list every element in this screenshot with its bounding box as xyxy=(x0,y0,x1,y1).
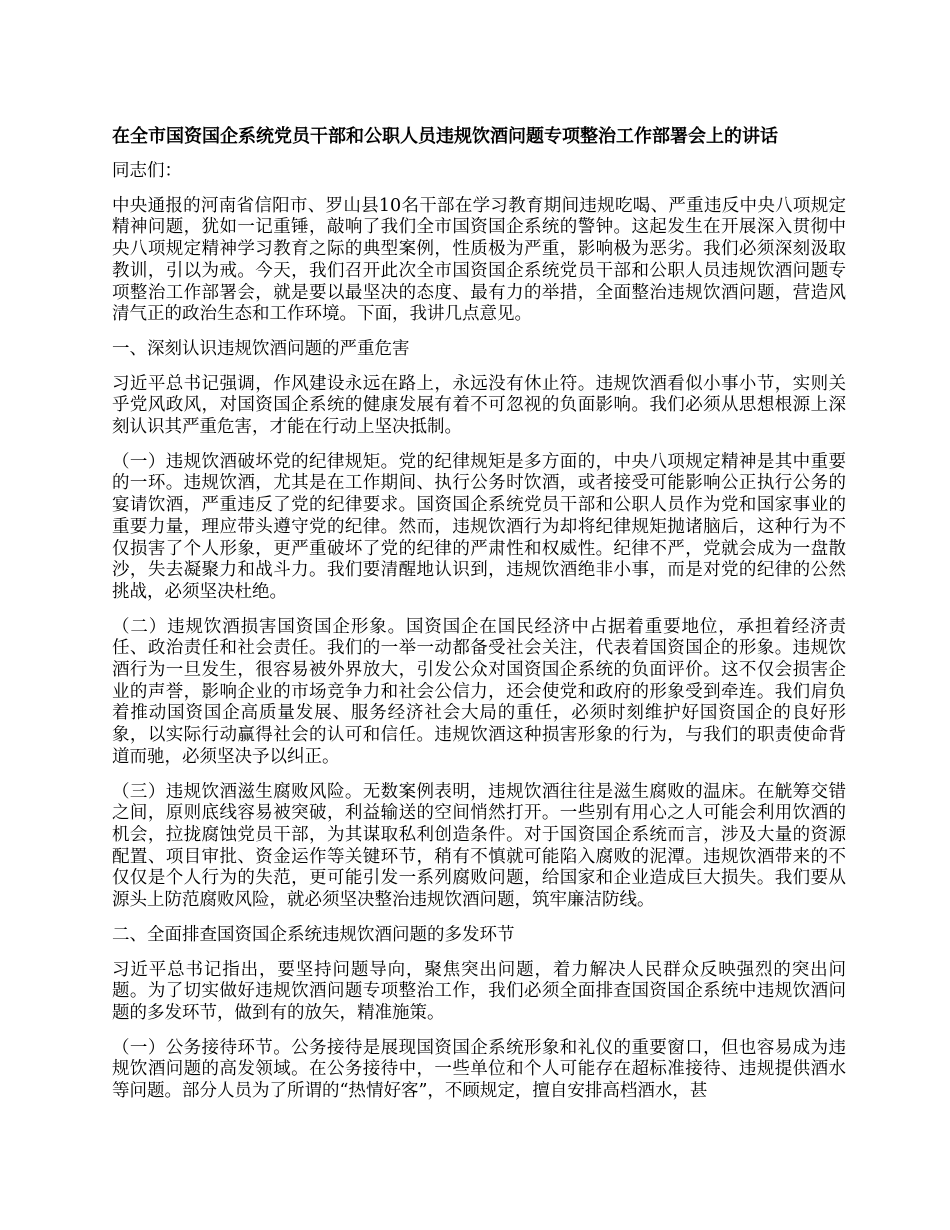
intro-paragraph: 中央通报的河南省信阳市、罗山县10名干部在学习教育期间违规吃喝、严重违反中央八项规定精神问题，犹如一记重锤，敲响了我们全市国资国企系统的警钟。这起发生在开展深入贯彻中央八项规定精神学习教育之际的典型案例，性质极为严重，影响极为恶劣。我们必须深刻汲取教训，引以为戒。今天，我们召开此次全市国资国企系统党员干部和公职人员违规饮酒问题专项整治工作部署会，就是要以最坚决的态度、最有力的举措，全面整治违规饮酒问题，营造风清气正的政治生态和工作环境。下面，我讲几点意见。 xyxy=(112,195,846,325)
section-1-heading: 一、深刻认识违规饮酒问题的严重危害 xyxy=(112,338,410,359)
section-1-point-3-paragraph: （三）违规饮酒滋生腐败风险。无数案例表明，违规饮酒往往是滋生腐败的温床。在觥筹交错之间，原则底线容易被突破，利益输送的空间悄然打开。一些别有用心之人可能会利用饮酒的机会，拉拢腐蚀党员干部，为其谋取私利创造条件。对于国资国企系统而言，涉及大量的资源配置、项目审批、资金运作等关键环节，稍有不慎就可能陷入腐败的泥潭。违规饮酒带来的不仅仅是个人行为的失范，更可能引发一系列腐败问题，给国家和企业造成巨大损失。我们要从源头上防范腐败风险，就必须坚决整治违规饮酒问题，筑牢廉洁防线。 xyxy=(112,781,846,911)
section-2-lead-paragraph: 习近平总书记指出，要坚持问题导向，聚焦突出问题，着力解决人民群众反映强烈的突出问题。为了切实做好违规饮酒问题专项整治工作，我们必须全面排查国资国企系统中违规饮酒问题的多发环节，做到有的放矢，精准施策。 xyxy=(112,959,846,1023)
salutation: 同志们： xyxy=(112,161,182,181)
section-1-point-2-paragraph: （二）违规饮酒损害国资国企形象。国资国企在国民经济中占据着重要地位，承担着经济责任、政治责任和社会责任。我们的一举一动都备受社会关注，代表着国资国企的形象。违规饮酒行为一旦发生，很容易被外界放大，引发公众对国资国企系统的负面评价。这不仅会损害企业的声誉，影响企业的市场竞争力和社会公信力，还会使党和政府的形象受到牵连。我们肩负着推动国资国企高质量发展、服务经济社会大局的重任，必须时刻维护好国资国企的良好形象，以实际行动赢得社会的认可和信任。违规饮酒这种损害形象的行为，与我们的职责使命背道而驰，必须坚决予以纠正。 xyxy=(112,616,846,767)
section-1-point-1-paragraph: （一）违规饮酒破坏党的纪律规矩。党的纪律规矩是多方面的，中央八项规定精神是其中重要的一环。违规饮酒，尤其是在工作期间、执行公务时饮酒，或者接受可能影响公正执行公务的宴请饮酒，严重违反了党的纪律要求。国资国企系统党员干部和公职人员作为党和国家事业的重要力量，理应带头遵守党的纪律。然而，违规饮酒行为却将纪律规矩抛诸脑后，这种行为不仅损害了个人形象，更严重破坏了党的纪律的严肃性和权威性。纪律不严，党就会成为一盘散沙，失去凝聚力和战斗力。我们要清醒地认识到，违规饮酒绝非小事，而是对党的纪律的公然挑战，必须坚决杜绝。 xyxy=(112,451,846,602)
section-1-lead-paragraph: 习近平总书记强调，作风建设永远在路上，永远没有休止符。违规饮酒看似小事小节，实则关乎党风政风，对国资国企系统的健康发展有着不可忽视的负面影响。我们必须从思想根源上深刻认识其严重危害，才能在行动上坚决抵制。 xyxy=(112,373,846,438)
section-2-point-1-paragraph: （一）公务接待环节。公务接待是展现国资国企系统形象和礼仪的重要窗口，但也容易成为违规饮酒问题的高发领域。在公务接待中，一些单位和个人可能存在超标准接待、违规提供酒水等问题。部分人员为了所谓的“热情好客”，不顾规定，擅自安排高档酒水，甚 xyxy=(112,1037,846,1102)
section-2-heading: 二、全面排查国资国企系统违规饮酒问题的多发环节 xyxy=(112,924,515,945)
document-page xyxy=(112,126,846,1116)
document-title: 在全市国资国企系统党员干部和公职人员违规饮酒问题专项整治工作部署会上的讲话 xyxy=(112,126,778,147)
